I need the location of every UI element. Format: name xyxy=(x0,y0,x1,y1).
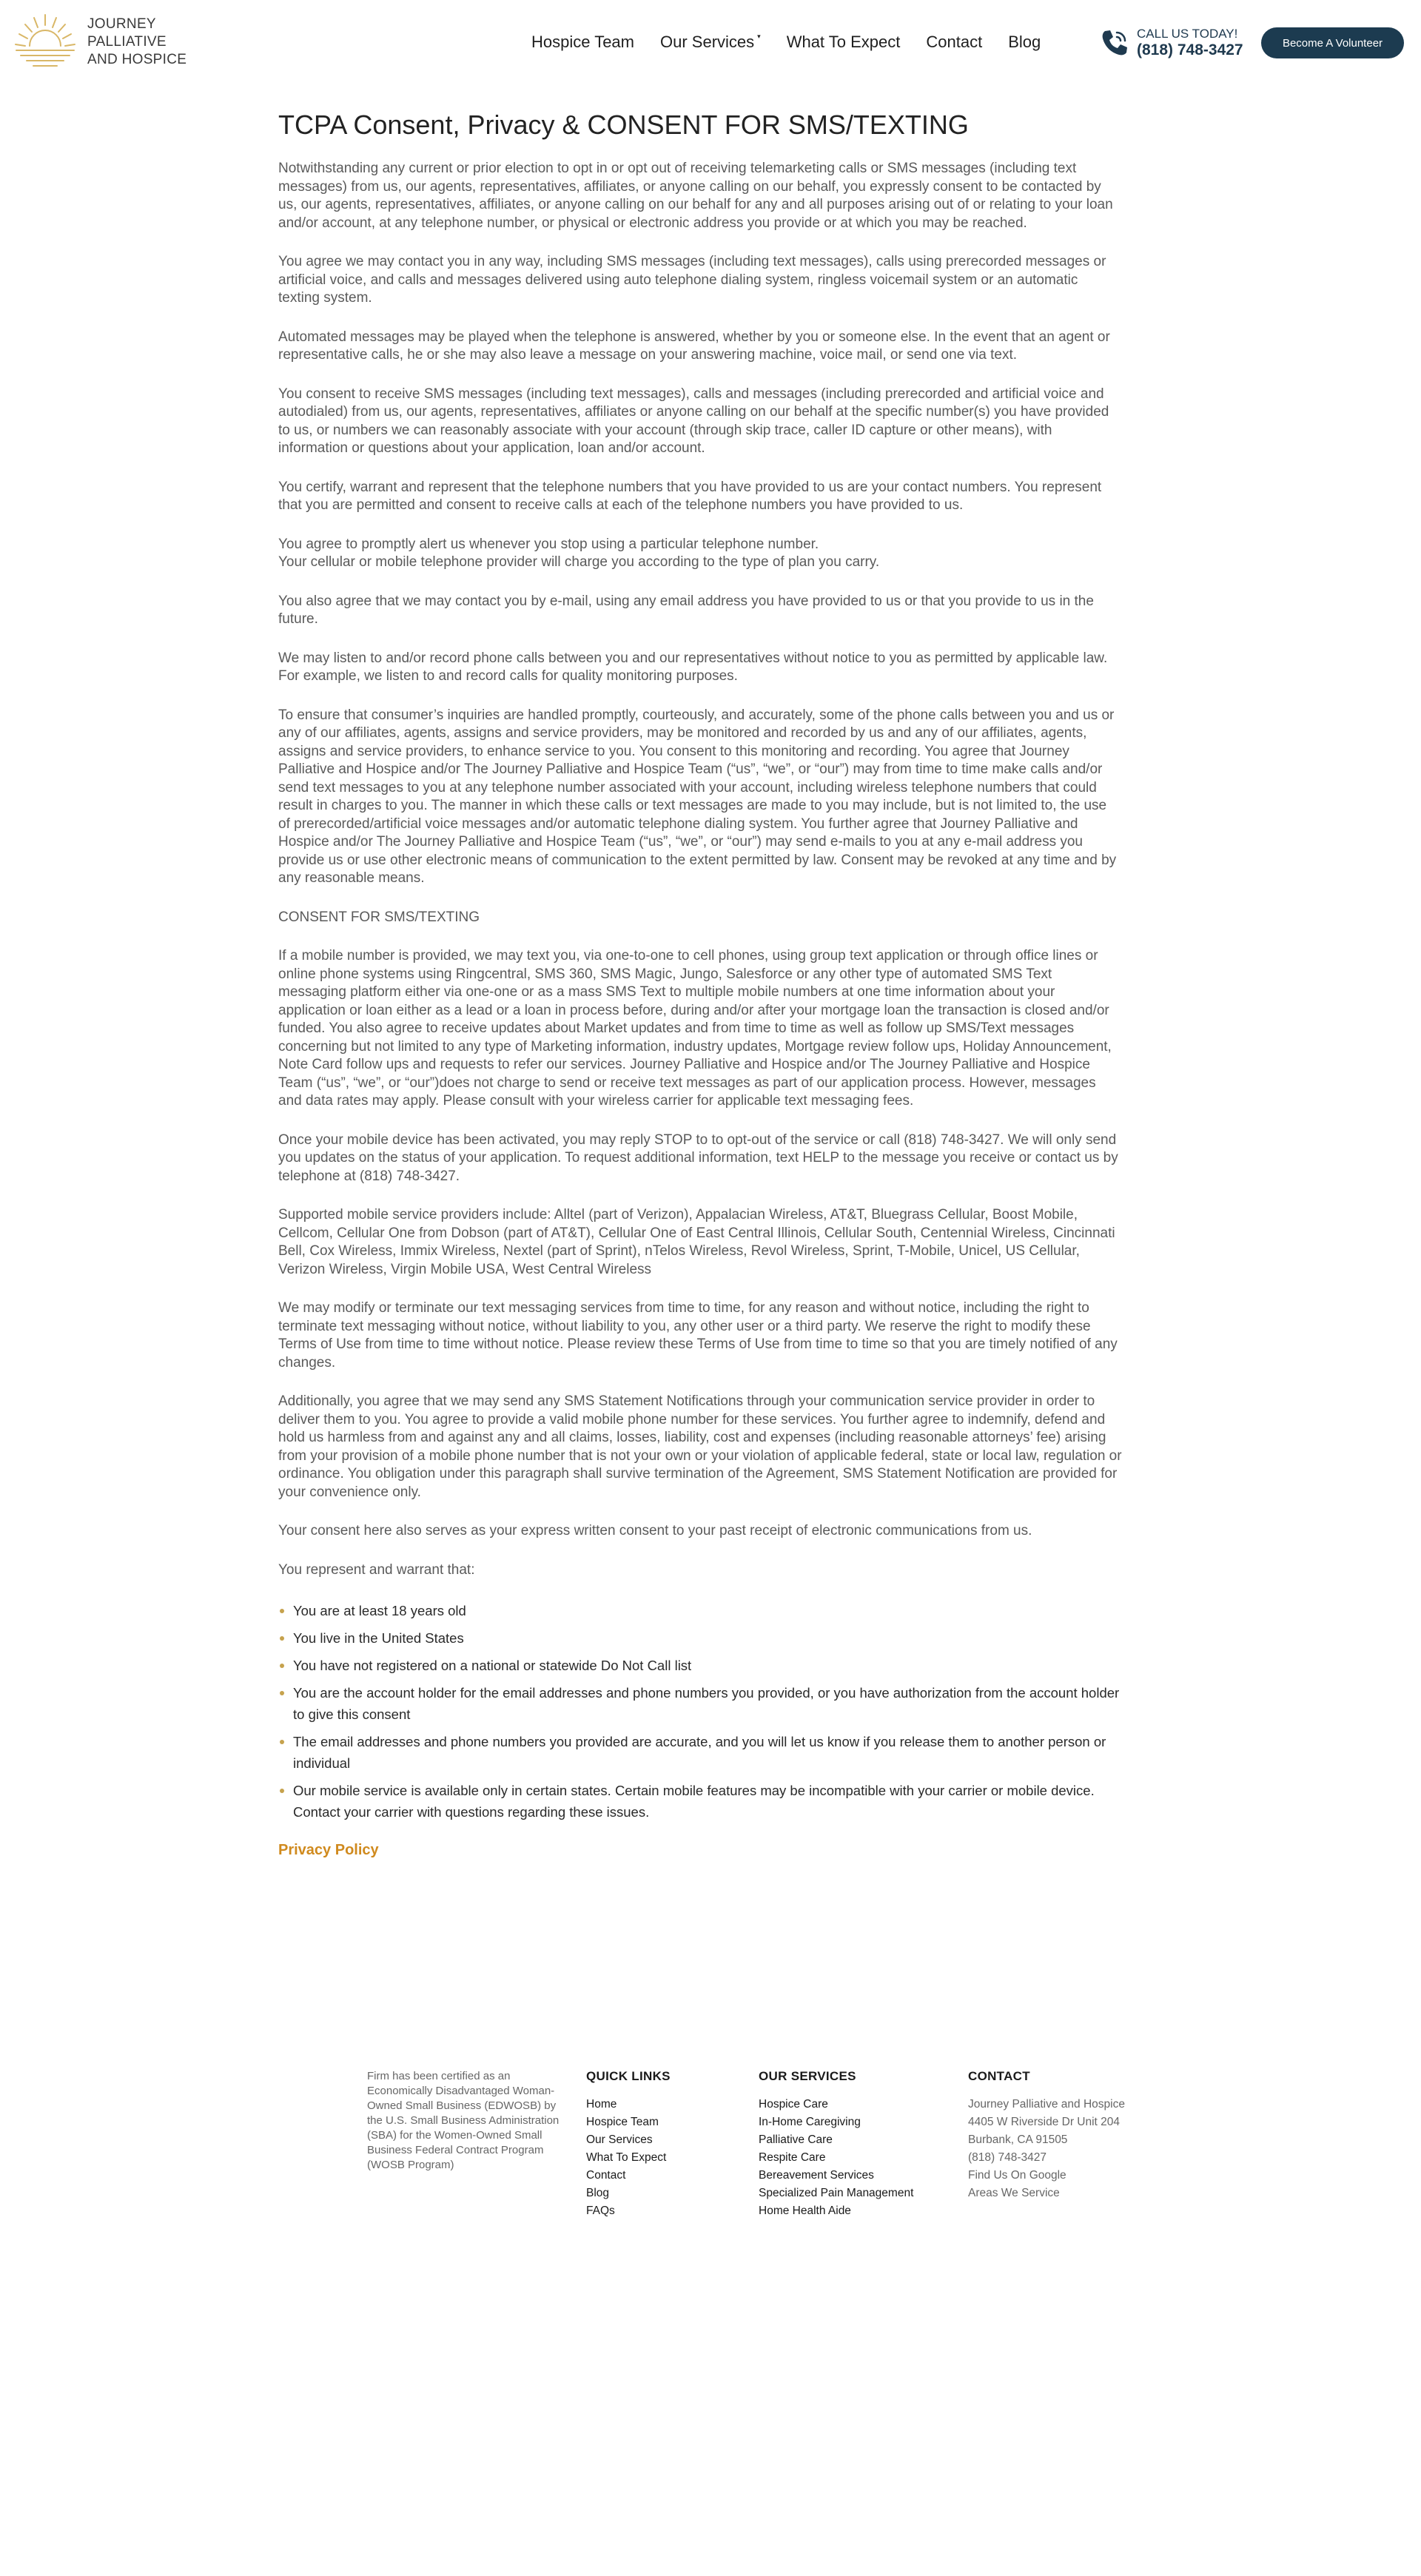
paragraph: You represent and warrant that: xyxy=(278,1561,475,1578)
paragraph: We may modify or terminate our text messaging services from time to time, for any reason and without notice, including the right to terminate text messaging without notice, without liability to you, any other user or a third party. We reserve the right to modify these Terms of Use from time to time without notice. Please review these Terms of Use from time to time so that you are timely notified of any changes. xyxy=(278,1300,1118,1371)
list-item: You are at least 18 years old xyxy=(278,1600,1122,1621)
nav-blog[interactable]: Blog xyxy=(1008,33,1041,51)
footer-link-in-home-caregiving[interactable]: In-Home Caregiving xyxy=(759,2116,861,2128)
footer-link-hospice-team[interactable]: Hospice Team xyxy=(586,2116,659,2128)
contact-phone-link[interactable]: (818) 748-3427 xyxy=(968,2151,1047,2164)
paragraph: We may listen to and/or record phone calls between you and our representatives without notice to you as permitted by applicable law. For example, we listen to and record calls for quality monitoring purposes. xyxy=(278,650,1108,684)
footer-quick-links xyxy=(586,2069,671,2220)
privacy-policy-link[interactable]: Privacy Policy xyxy=(278,1842,379,1858)
paragraph: You certify, warrant and represent that the telephone numbers that you have provided to us are your contact numbers. You represent that you are permitted and consent to receive calls at each of the telephone numbers you have provided to us. xyxy=(278,479,1102,513)
call-us-link[interactable] xyxy=(1098,27,1243,59)
call-text xyxy=(1137,27,1243,59)
logo-line: JOURNEY xyxy=(87,16,156,32)
footer-link-hospice-care[interactable]: Hospice Care xyxy=(759,2098,828,2111)
footer-link-home-health-aide[interactable]: Home Health Aide xyxy=(759,2205,851,2217)
paragraph: Once your mobile device has been activated, you may reply STOP to to opt-out of the service or call (818) 748-3427. We will only send you updates on the status of your application. To request additional information, text HELP to the message you receive or contact us by telephone at (818) 748-3427. xyxy=(278,1131,1118,1184)
footer-heading: CONTACT xyxy=(968,2069,1030,2083)
list-item: You are the account holder for the email addresses and phone numbers you provided, or you have authorization from the account holder to give this consent xyxy=(278,1682,1122,1725)
contact-street: 4405 W Riverside Dr Unit 204 xyxy=(968,2116,1121,2128)
nav-our-services[interactable] xyxy=(660,33,761,52)
footer-link-what-to-expect[interactable]: What To Expect xyxy=(586,2151,667,2164)
logo-line: AND HOSPICE xyxy=(87,52,187,67)
page-title: TCPA Consent, Privacy & CONSENT FOR SMS/TEXTING xyxy=(278,110,969,140)
list-item: The email addresses and phone numbers you provided are accurate, and you will let us know if you release them to another person or individual xyxy=(278,1731,1122,1774)
paragraph: Notwithstanding any current or prior election to opt in or opt out of receiving telemarketing calls or SMS messages (including text messages) from us, our agents, representatives, affiliates, or anyone calling on our behalf, you expressly consent to be contacted by us, our agents, representatives, affiliates, or anyone calling on our behalf for any and all purposes arising out of or relating to your loan and/or account, at any telephone number, or physical or electronic address you provide or at which you may be reached. xyxy=(278,161,1113,231)
paragraph: To ensure that consumer’s inquiries are handled promptly, courteously, and accurately, some of the phone calls between you and us or any of our affiliates, agents, assigns and service providers, may be monitored and recorded by us and any of our affiliates, agents, assigns and service providers, to enhance service to you. You consent to this monitoring and recording. You agree that Journey Palliative and Hospice and/or The Journey Palliative and Hospice Team (“us”, “we”, or “our”) may from time to time make calls and/or send text messages to you at any telephone number associated with your account, including wireless telephone numbers that could result in charges to you. The manner in which these calls or text messages are made to you may include, but is not limited to, the use of prerecorded/artificial voice messages and/or automatic telephone dialing system. You further agree that Journey Palliative and Hospice and/or The Journey Palliative and Hospice Team (“us”, “we”, or “our”) may send e-mails to you at any e-mail address you provide us or use other electronic means of communication to the extent permitted by law. Consent may be revoked at any time and by any reasonable means. xyxy=(278,707,1117,886)
contact-city: Burbank, CA 91505 xyxy=(968,2133,1068,2146)
main-content xyxy=(278,108,1122,1859)
warranty-list xyxy=(278,1600,1122,1823)
list-item: You have not registered on a national or statewide Do Not Call list xyxy=(278,1655,1122,1676)
footer-link-pain-management[interactable]: Specialized Pain Management xyxy=(759,2187,914,2199)
footer-link-our-services[interactable]: Our Services xyxy=(586,2133,653,2146)
site-header xyxy=(0,0,1421,87)
logo-wordmark xyxy=(87,16,187,69)
site-footer xyxy=(0,2069,1421,2261)
nav-our-services-label: Our Services xyxy=(660,33,755,51)
paragraph: Your consent here also serves as your express written consent to your past receipt of electronic communications from us. xyxy=(278,1523,1032,1538)
paragraph: Automated messages may be played when the telephone is answered, whether by you or someone else. In the event that an agent or representative calls, he or she may also leave a message on your answering machine, voice mail, or send one via text. xyxy=(278,329,1110,363)
logo-line: PALLIATIVE xyxy=(87,34,167,50)
footer-link-blog[interactable]: Blog xyxy=(586,2187,610,2199)
become-volunteer-button[interactable]: Become A Volunteer xyxy=(1261,27,1404,58)
sunrise-logo-icon xyxy=(13,12,77,73)
paragraph: You agree we may contact you in any way, including SMS messages (including text messages), calls using prerecorded messages or artificial voice, and calls and messages delivered using auto telephone dialing system, ringless voicemail system or an automatic texting system. xyxy=(278,254,1106,306)
paragraph: You agree to promptly alert us whenever you stop using a particular telephone number. Your cellular or mobile telephone provider will charge you according to the type of plan you carry. xyxy=(278,536,880,570)
footer-heading: QUICK LINKS xyxy=(586,2069,671,2083)
call-number: (818) 748-3427 xyxy=(1137,41,1243,58)
paragraph: If a mobile number is provided, we may text you, via one-to-one to cell phones, using group text application or through office lines or online phone systems using Ringcentral, SMS 360, SMS Magic, Jungo, Salesforce or any other type of automated SMS Text messaging platform either via one-one or as a mass SMS Text to multiple mobile numbers at one time information about your application or loan either as a lead or a loan in process before, during and/or after your mortgage loan the transaction is closed and/or funded. You also agree to receive updates about Market updates and from time to time as well as follow up SMS/Text messages concerning but not limited to any type of Marketing information, industry updates, Mortgage review follow ups, Holiday Announcement, Note Card follow ups and requests to refer our services. Journey Palliative and Hospice and/or The Journey Palliative and Hospice Team (“us”, “we”, or “our”)does not charge to send or receive text messages as part of our application process. However, messages and data rates may apply. Please consult with your wireless carrier for applicable text messaging fees. xyxy=(278,948,1112,1109)
footer-heading: OUR SERVICES xyxy=(759,2069,856,2083)
paragraph: Supported mobile service providers include: Alltel (part of Verizon), Appalacian Wireless, AT&T, Bluegrass Cellular, Boost Mobile, Cellcom, Cellular One from Dobson (part of AT&T), Cellular One of East Central Illinois, Cellular South, Centennial Wireless, Cincinnati Bell, Cox Wireless, Immix Wireless, Nextel (part of Sprint), nTelos Wireless, Revol Wireless, Sprint, T-Mobile, Unicel, US Cellular, Verizon Wireless, Virgin Mobile USA, West Central Wireless xyxy=(278,1207,1115,1277)
areas-we-service-link[interactable]: Areas We Service xyxy=(968,2187,1060,2199)
paragraph: Additionally, you agree that we may send any SMS Statement Notifications through your communication service provider in order to deliver them to you. You agree to provide a valid mobile phone number for these services. You further agree to indemnify, defend and hold us harmless from and against any and all claims, losses, liability, cost and expenses (including reasonable attorneys’ fee) arising from your provision of a mobile phone number that is not your own or your violation of applicable federal, state or local law, regulation or ordinance. You obligation under this paragraph shall survive termination of the Agreement, SMS Statement Notification are provided for your convenience only. xyxy=(278,1393,1122,1500)
list-item: You live in the United States xyxy=(278,1627,1122,1649)
nav-contact[interactable]: Contact xyxy=(926,33,983,51)
footer-link-respite-care[interactable]: Respite Care xyxy=(759,2151,826,2164)
paragraph: You also agree that we may contact you by e-mail, using any email address you have provided to us or that you provide to us in the future. xyxy=(278,593,1094,627)
footer-link-faqs[interactable]: FAQs xyxy=(586,2205,615,2217)
footer-certification-text: Firm has been certified as an Economically Disadvantaged Woman-Owned Small Business (EDWOSB) by the U.S. Small Business Administration (SBA) for the Women-Owned Small Business Federal Contract Program (WOSB Program) xyxy=(367,2070,560,2171)
call-label: CALL US TODAY! xyxy=(1137,27,1238,41)
main-nav xyxy=(531,33,1066,52)
chevron-down-icon: ▾ xyxy=(757,33,761,40)
contact-name: Journey Palliative and Hospice xyxy=(968,2098,1125,2111)
footer-link-home[interactable]: Home xyxy=(586,2098,617,2111)
phone-icon xyxy=(1098,27,1131,59)
site-logo[interactable] xyxy=(13,12,187,73)
section-heading: CONSENT FOR SMS/TEXTING xyxy=(278,909,480,925)
nav-hospice-team[interactable]: Hospice Team xyxy=(531,33,634,51)
find-us-on-google-link[interactable]: Find Us On Google xyxy=(968,2169,1066,2182)
footer-contact xyxy=(968,2069,1125,2202)
footer-services xyxy=(759,2069,913,2220)
footer-link-contact[interactable]: Contact xyxy=(586,2169,626,2182)
footer-link-palliative-care[interactable]: Palliative Care xyxy=(759,2133,833,2146)
list-item: Our mobile service is available only in certain states. Certain mobile features may be incompatible with your carrier or mobile device. Contact your carrier with questions regarding these issues. xyxy=(278,1780,1122,1823)
footer-link-bereavement-services[interactable]: Bereavement Services xyxy=(759,2169,874,2182)
nav-what-to-expect[interactable]: What To Expect xyxy=(786,33,901,51)
paragraph: You consent to receive SMS messages (including text messages), calls and messages (including prerecorded and artificial voice and autodialed) from us, our agents, representatives, affiliates or anyone calling on our behalf at the specific number(s) you have provided to us, or numbers we can reasonably associate with your account (through skip trace, caller ID capture or other means), with information or questions about your application, loan and/or account. xyxy=(278,386,1109,456)
